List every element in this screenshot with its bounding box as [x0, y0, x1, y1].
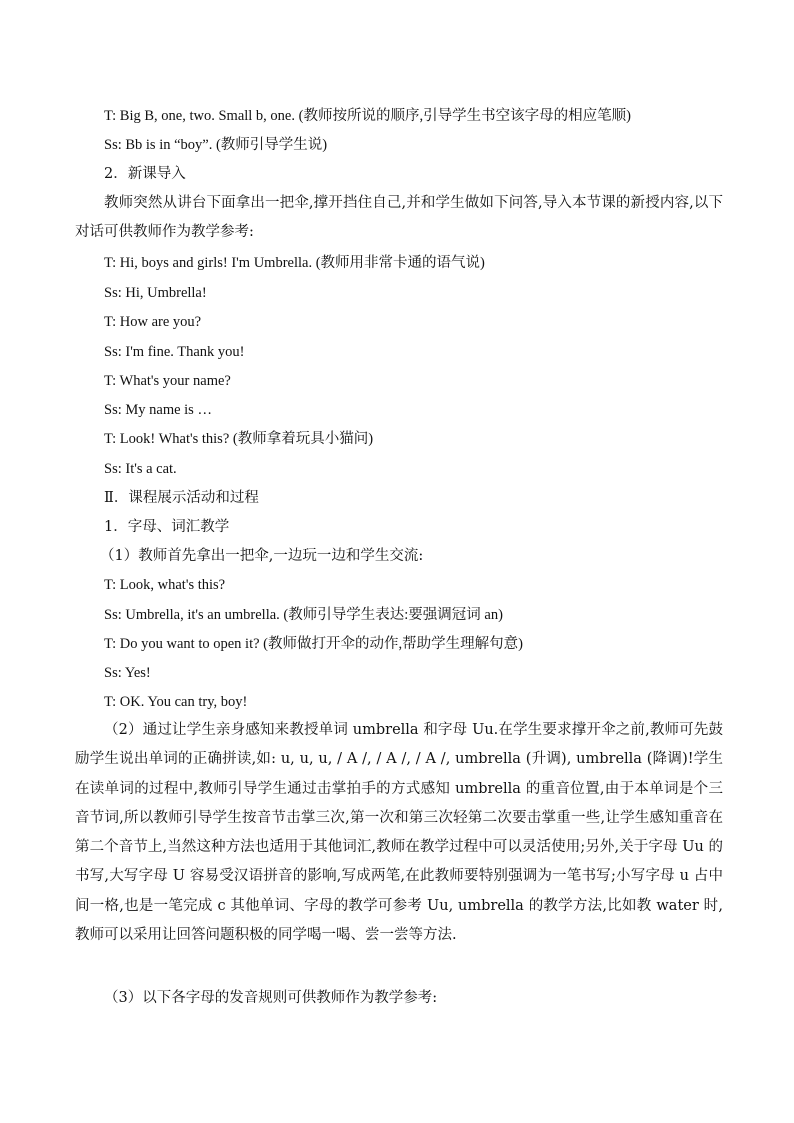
- dialogue-line: Ss: Hi, Umbrella!: [104, 285, 207, 301]
- dialogue-line: T: Big B, one, two. Small b, one. (教师按所说的顺序,引导学生书空该字母的相应笔顺): [104, 108, 631, 124]
- dialogue-line: Ss: Yes!: [104, 665, 151, 681]
- section-heading: Ⅱ．课程展示活动和过程: [104, 490, 259, 506]
- dialogue-line: T: Look! What's this? (教师拿着玩具小猫问): [104, 431, 374, 447]
- dialogue-line: Ss: It's a cat.: [104, 461, 177, 477]
- step-line: （3）以下各字母的发音规则可供教师作为教学参考:: [104, 990, 438, 1006]
- dialogue-line: T: Do you want to open it? (教师做打开伞的动作,帮助学生理解句意): [104, 636, 523, 652]
- dialogue-line: Ss: My name is …: [104, 402, 212, 418]
- dialogue-line: T: What's your name?: [104, 373, 231, 389]
- dialogue-line: Ss: I'm fine. Thank you!: [104, 344, 245, 360]
- intro-paragraph: 教师突然从讲台下面拿出一把伞,撑开挡住自己,并和学生做如下问答,导入本节课的新授内容,以下对话可供教师作为教学参考:: [75, 195, 723, 241]
- step-line: （1）教师首先拿出一把伞,一边玩一边和学生交流:: [100, 548, 424, 564]
- section-heading: 2．新课导入: [104, 166, 186, 182]
- dialogue-line: T: How are you?: [104, 314, 202, 330]
- dialogue-line: Ss: Umbrella, it's an umbrella. (教师引导学生表达:要强调冠词 an): [104, 607, 503, 623]
- subsection-heading: 1．字母、词汇教学: [104, 519, 230, 535]
- dialogue-line: T: Look, what's this?: [104, 577, 226, 593]
- dialogue-line: T: Hi, boys and girls! I'm Umbrella. (教师用非常卡通的语气说): [104, 255, 485, 271]
- method-paragraph: （2）通过让学生亲身感知来教授单词 umbrella 和字母 Uu.在学生要求撑开伞之前,教师可先鼓励学生说出单词的正确拼读,如: u, u, u, / A /, / A /, / A /, umbrella (升调), umbrella (降调)!学生在读单词的过程中,教师引导学生通过击掌拍手的方式感知 umbrella 的重音位置,由于本单词是个三音节词,所以教师引导学生按音节击掌三次,第一次和第三次轻第二次要击掌重一些,让学生感知重音在第二个音节上,当然这种方法也适用于其他词汇,教师在教学过程中可以灵活使用;另外,关于字母 Uu 的书写,大写字母 U 容易受汉语拼音的影响,写成两笔,在此教师要特别强调为一笔书写;小写字母 u 占中间一格,也是一笔完成 c 其他单词、字母的教学可参考 Uu, umbrella 的教学方法,比如教 water 时,教师可以采用让回答问题积极的同学喝一喝、尝一尝等方法.: [75, 722, 723, 944]
- dialogue-line: Ss: Bb is in “boy”. (教师引导学生说): [104, 137, 328, 153]
- dialogue-line: T: OK. You can try, boy!: [104, 694, 248, 710]
